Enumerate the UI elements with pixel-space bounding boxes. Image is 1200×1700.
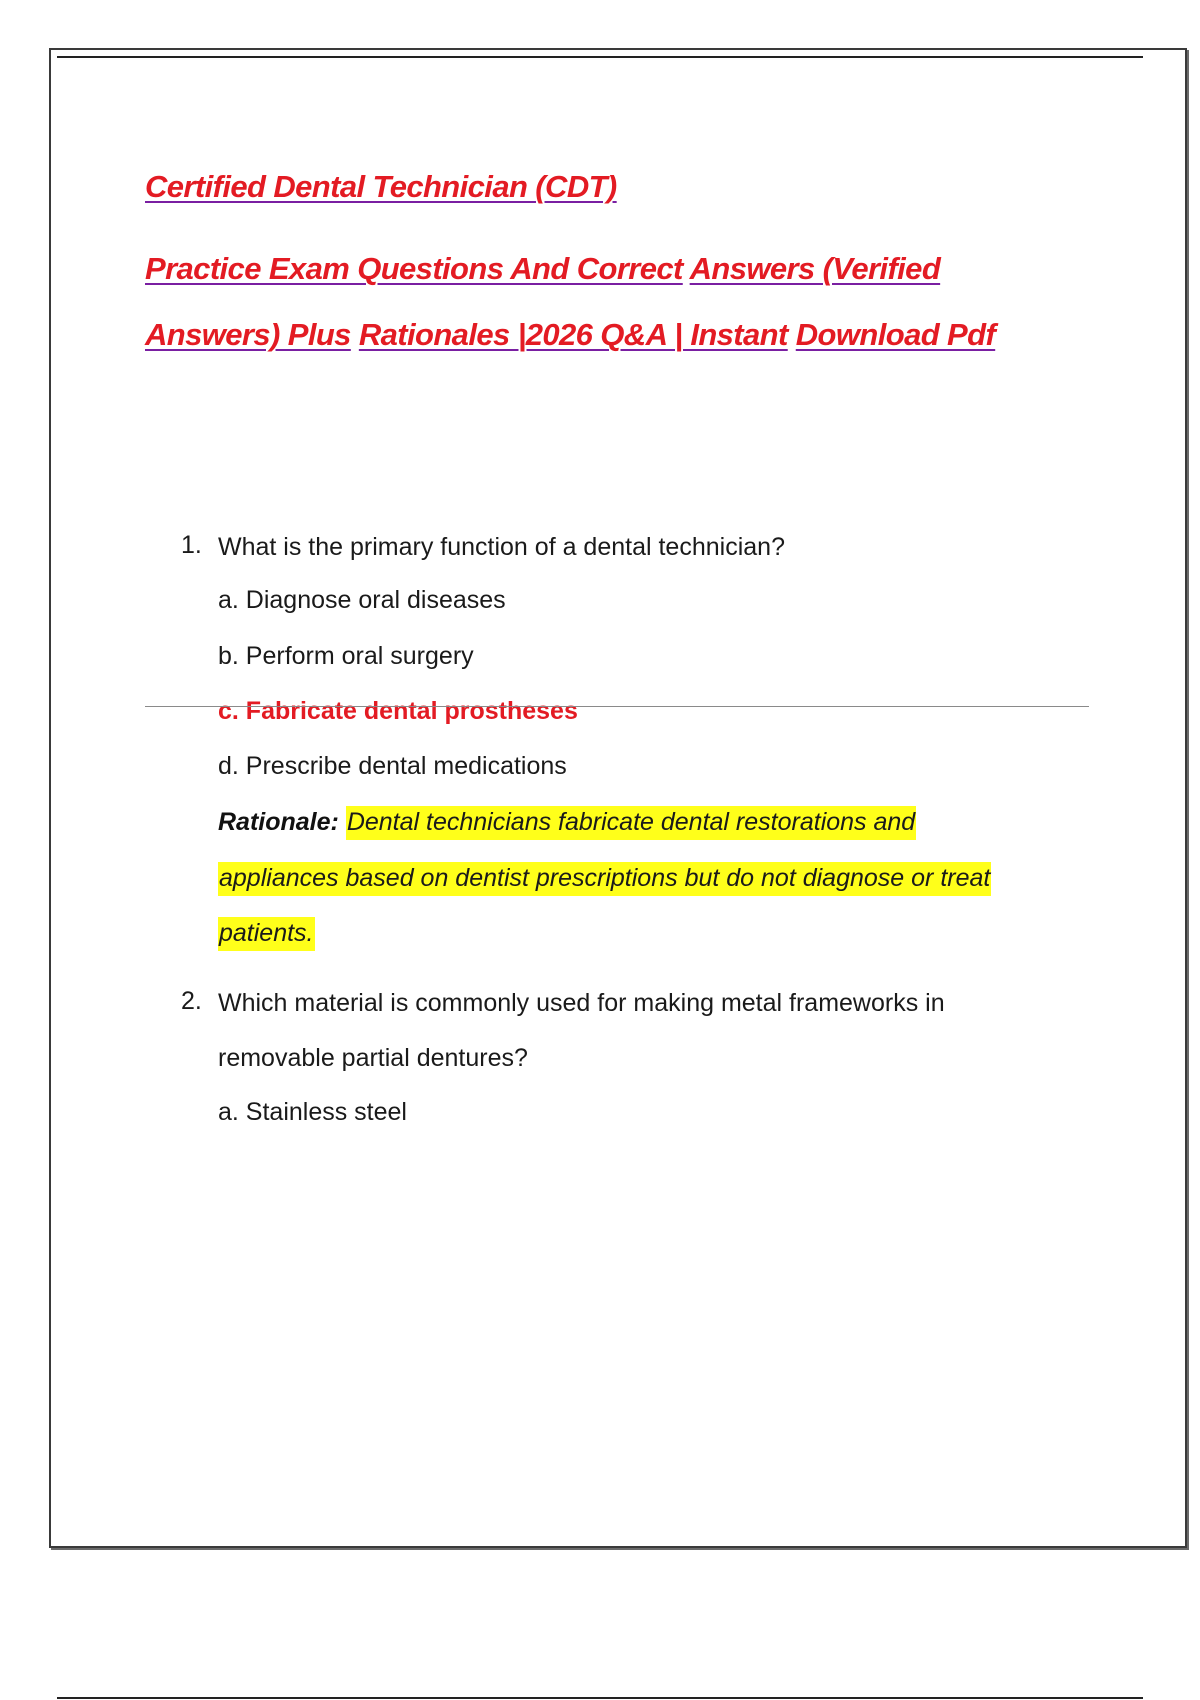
title-segment: Rationales |2026 Q&A | Instant [358,317,788,352]
rationale-text: patients. [218,917,315,951]
question-1-option-d: d. Prescribe dental medications [218,752,567,780]
question-1-option-c-correct: c. Fabricate dental prostheses [218,697,578,725]
question-2-text-line-1: Which material is commonly used for making metal frameworks in [218,989,945,1017]
rationale-label: Rationale: [218,808,339,836]
title-segment: Answers) Plus [145,317,351,352]
rationale-text: Dental technicians fabricate dental restorations and [346,806,916,840]
title-line-3 [145,316,995,354]
title-segment: Certified Dental Technician (CDT) [145,169,617,204]
horizontal-divider [145,706,1089,707]
question-2-number: 2. [181,987,202,1015]
title-segment: Download Pdf [795,317,996,352]
question-1-number: 1. [181,531,202,559]
rationale-text: appliances based on dentist prescriptions but do not diagnose or treat [218,862,991,896]
question-1-text: What is the primary function of a dental technician? [218,533,785,561]
question-1-rationale-line-3 [218,919,315,948]
bottom-rule [57,1697,1143,1699]
title-line-2 [145,250,940,288]
question-1-option-a: a. Diagnose oral diseases [218,586,506,614]
question-2-text-line-2: removable partial dentures? [218,1044,528,1072]
question-1-rationale-line-1 [218,808,916,837]
title-segment: Practice Exam Questions And Correct [145,251,683,286]
title-segment: Answers (Verified [689,251,941,286]
title-line-1 [145,168,617,206]
question-1-option-b: b. Perform oral surgery [218,642,474,670]
question-1-rationale-line-2 [218,864,991,893]
question-2-option-a: a. Stainless steel [218,1098,407,1126]
